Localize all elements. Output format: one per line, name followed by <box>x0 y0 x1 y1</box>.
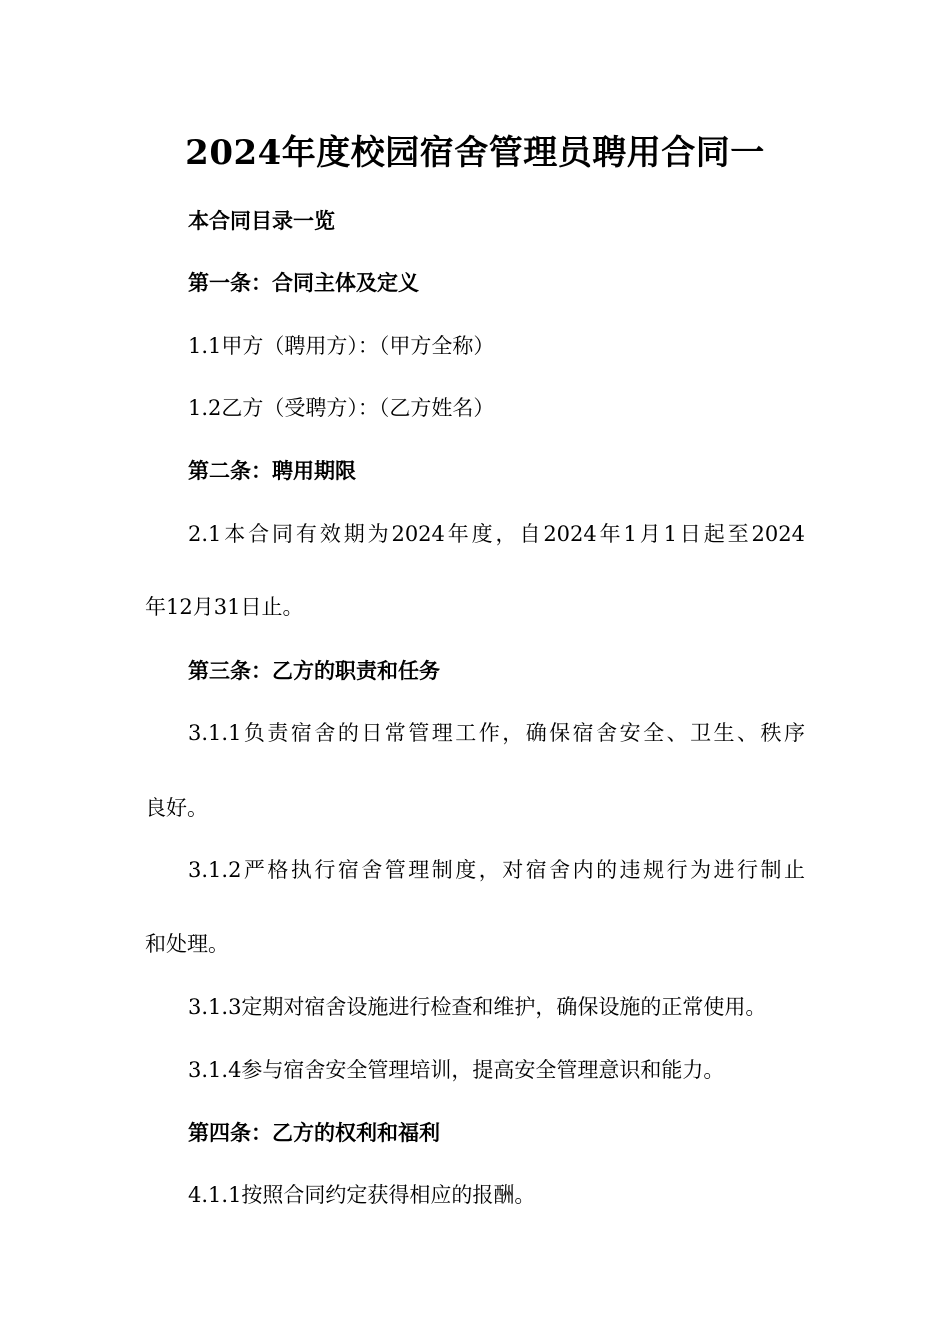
article-4-heading: 第四条：乙方的权利和福利 <box>188 1121 440 1145</box>
clause-2-1-line-1: 2.1本合同有效期为2024年度，自2024年1月1日起至2024 <box>188 522 805 546</box>
clause-1-1: 1.1甲方（聘用方）：（甲方全称） <box>188 334 495 358</box>
toc-heading: 本合同目录一览 <box>188 209 335 233</box>
clause-3-1-2-line-1: 3.1.2严格执行宿舍管理制度，对宿舍内的违规行为进行制止 <box>188 858 805 882</box>
article-1-heading: 第一条：合同主体及定义 <box>188 271 419 295</box>
clause-3-1-2-line-2: 和处理。 <box>145 932 229 956</box>
clause-2-1-line-2: 年12月31日止。 <box>145 595 304 619</box>
clause-3-1-3: 3.1.3定期对宿舍设施进行检查和维护，确保设施的正常使用。 <box>188 995 767 1019</box>
clause-3-1-4: 3.1.4参与宿舍安全管理培训，提高安全管理意识和能力。 <box>188 1058 725 1082</box>
document-title: 2024年度校园宿舍管理员聘用合同一 <box>185 133 765 173</box>
clause-4-1-1: 4.1.1按照合同约定获得相应的报酬。 <box>188 1183 536 1207</box>
clause-3-1-1-line-1: 3.1.1负责宿舍的日常管理工作，确保宿舍安全、卫生、秩序 <box>188 721 805 745</box>
article-3-heading: 第三条：乙方的职责和任务 <box>188 659 440 683</box>
clause-1-2: 1.2乙方（受聘方）：（乙方姓名） <box>188 396 495 420</box>
article-2-heading: 第二条：聘用期限 <box>188 459 356 483</box>
clause-3-1-1-line-2: 良好。 <box>145 796 208 820</box>
